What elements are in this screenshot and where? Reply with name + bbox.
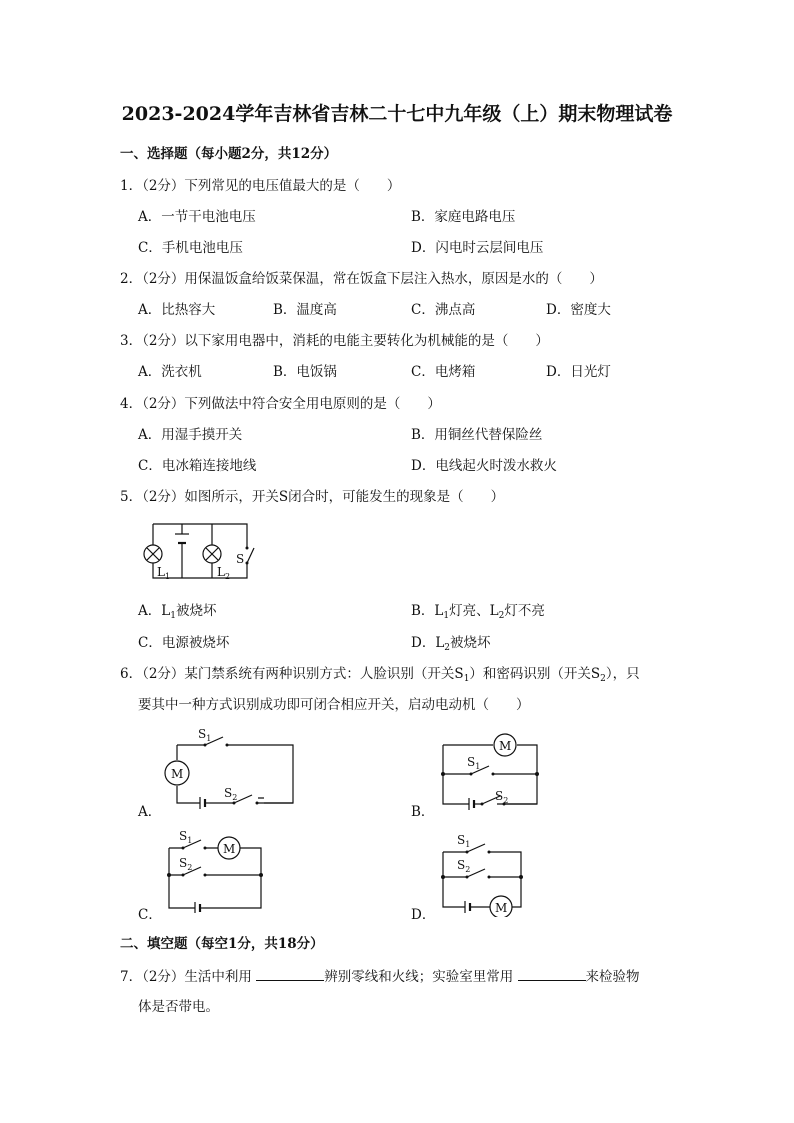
svg-text:M: M [223, 842, 236, 856]
question-2-option-c: C．沸点高 [411, 302, 476, 318]
answer-blank-2[interactable] [518, 968, 586, 981]
svg-text:S1: $S_1$ [467, 755, 481, 771]
question-4-option-d: D．电线起火时泼水救火 [411, 458, 557, 474]
question-3-stem: 3．（2分）以下家用电器中，消耗的电能主要转化为机械能的是（ ） [120, 333, 549, 349]
question-2-option-b: B．温度高 [273, 302, 337, 318]
svg-text:M: M [495, 901, 508, 915]
question-4-option-b: B．用铜丝代替保险丝 [411, 427, 543, 443]
answer-blank-1[interactable] [256, 968, 324, 981]
question-4-option-a: A．用湿手摸开关 [138, 427, 243, 443]
question-5-option-b: B．$L_1$灯亮、$L_2$灯不亮 [411, 603, 545, 621]
question-3-option-a: A．洗衣机 [138, 364, 202, 380]
question-1-option-b: B．家庭电路电压 [411, 209, 516, 225]
question-1-option-c: C．手机电池电压 [138, 240, 243, 256]
svg-text:M: M [499, 739, 512, 753]
question-6-circuit-b [437, 730, 547, 810]
question-5-stem: 5．（2分）如图所示，开关S闭合时，可能发生的现象是（ ） [120, 489, 505, 505]
question-3-option-c: C．电烤箱 [411, 364, 476, 380]
svg-text:S2: $S_2$ [457, 858, 471, 874]
svg-text:S1: $S_1$ [179, 829, 193, 845]
question-6-option-b: B． [411, 804, 435, 820]
question-6-option-c: C． [138, 907, 162, 923]
question-7-line-2: 体是否带电。 [138, 999, 219, 1015]
section-heading-fill: 二、填空题（每空1分，共18分） [120, 936, 324, 952]
question-2-option-d: D．密度大 [546, 302, 611, 318]
question-4-option-c: C．电冰箱连接地线 [138, 458, 257, 474]
question-1-option-d: D．闪电时云层间电压 [411, 240, 544, 256]
label-s: S [236, 552, 245, 566]
question-7-line-1: 7．（2分）生活中利用 辨别零线和火线；实验室里常用 来检验物 [120, 969, 640, 985]
question-6-option-d: D． [411, 907, 436, 923]
question-1-option-a: A．一节干电池电压 [138, 209, 256, 225]
question-3-option-d: D．日光灯 [546, 364, 611, 380]
question-6-option-a: A． [138, 804, 162, 820]
question-3-option-b: B．电饭锅 [273, 364, 337, 380]
svg-text:S2: $S_2$ [179, 856, 193, 872]
svg-text:S1: $S_1$ [457, 833, 471, 849]
label-l1: $L_1$ [157, 565, 171, 581]
svg-text:S2: $S_2$ [224, 786, 238, 802]
question-5-option-d: D．$L_2$被烧坏 [411, 635, 491, 653]
question-2-option-a: A．比热容大 [138, 302, 216, 318]
svg-text:S1: $S_1$ [198, 727, 212, 743]
question-6-circuit-c [163, 828, 268, 913]
question-6-stem-line-1: 6．（2分）某门禁系统有两种识别方式：人脸识别（开关$S_1$）和密码识别（开关$S_2$），只 [120, 666, 640, 684]
question-6-stem-line-2: 要其中一种方式识别成功即可闭合相应开关，启动电动机（ ） [138, 697, 530, 713]
question-2-stem: 2．（2分）用保温饭盒给饭菜保温，常在饭盒下层注入热水，原因是水的（ ） [120, 271, 603, 287]
question-4-stem: 4．（2分）下列做法中符合安全用电原则的是（ ） [120, 396, 441, 412]
question-5-circuit-diagram [135, 517, 265, 585]
question-1-stem: 1．（2分）下列常见的电压值最大的是（ ） [120, 178, 401, 194]
question-6-circuit-d [437, 832, 547, 917]
question-6-circuit-a [160, 725, 300, 810]
question-5-option-c: C．电源被烧坏 [138, 635, 230, 651]
page-title: 2023-2024学年吉林省吉林二十七中九年级（上）期末物理试卷 [121, 103, 673, 125]
switch-s-icon [247, 548, 254, 563]
label-l2: $L_2$ [217, 565, 231, 581]
svg-text:M: M [171, 767, 184, 781]
section-heading-choice: 一、选择题（每小题2分，共12分） [120, 146, 338, 162]
question-5-option-a: A．$L_1$被烧坏 [138, 603, 217, 621]
svg-text:S2: $S_2$ [495, 789, 509, 805]
